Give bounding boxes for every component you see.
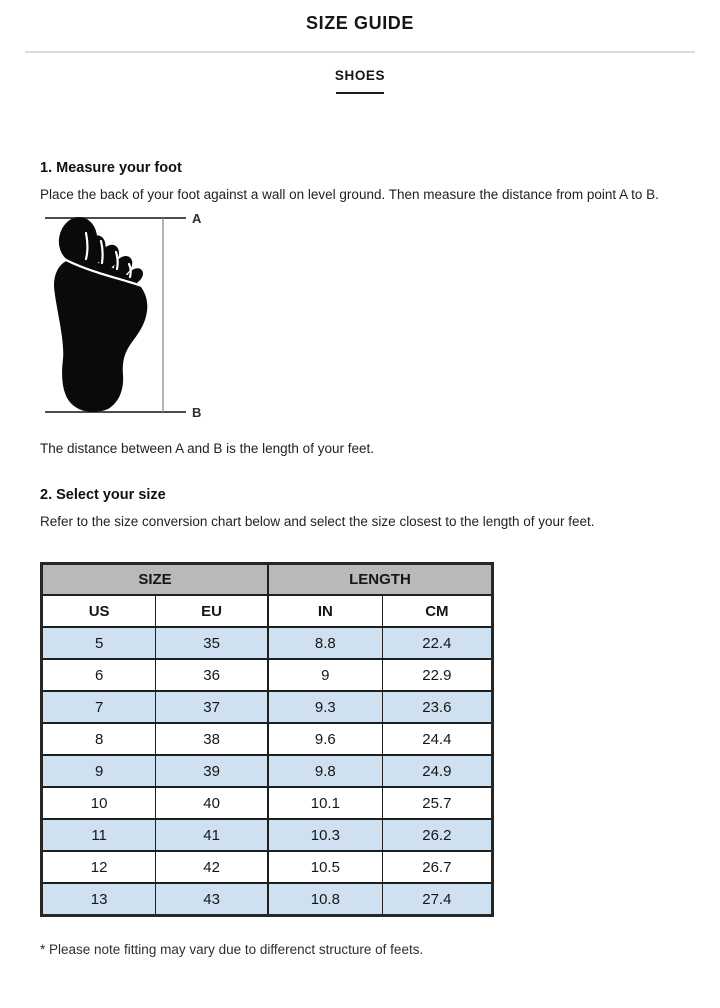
table-cell: 11 xyxy=(42,819,156,851)
table-cell: 10 xyxy=(42,787,156,819)
step-select-size-section xyxy=(40,487,680,530)
table-cell: 6 xyxy=(42,659,156,691)
table-cell: 35 xyxy=(156,627,268,659)
table-cell: 9 xyxy=(42,755,156,787)
column-header-us: US xyxy=(42,595,156,627)
table-cell: 10.8 xyxy=(268,883,382,916)
table-cell: 7 xyxy=(42,691,156,723)
table-cell: 38 xyxy=(156,723,268,755)
category-title: SHOES xyxy=(334,68,386,83)
point-a-label: A xyxy=(192,211,202,226)
table-cell: 9.3 xyxy=(268,691,382,723)
column-header-cm: CM xyxy=(382,595,492,627)
category-underline xyxy=(336,92,384,94)
table-cell: 27.4 xyxy=(382,883,492,916)
step1-heading: 1. Measure your foot xyxy=(40,160,182,176)
table-cell: 22.4 xyxy=(382,627,492,659)
group-header-row xyxy=(42,564,493,596)
foot-diagram-graphic xyxy=(40,206,280,431)
foot-measurement-diagram xyxy=(40,206,280,431)
group-header-size: SIZE xyxy=(42,564,268,596)
table-row xyxy=(42,627,493,659)
table-row xyxy=(42,755,493,787)
column-header-eu: EU xyxy=(156,595,268,627)
footnote: * Please note fitting may vary due to differenct structure of feets. xyxy=(40,942,424,957)
table-cell: 41 xyxy=(156,819,268,851)
column-header-row xyxy=(42,595,493,627)
table-row xyxy=(42,787,493,819)
size-conversion-table xyxy=(40,562,494,917)
step1-instructions: Place the back of your foot against a wall on level ground. Then measure the distance from point A to B. xyxy=(40,187,659,202)
page-title: SIZE GUIDE xyxy=(305,13,414,33)
table-cell: 10.3 xyxy=(268,819,382,851)
table-cell: 36 xyxy=(156,659,268,691)
table-cell: 24.9 xyxy=(382,755,492,787)
table-cell: 26.7 xyxy=(382,851,492,883)
table-cell: 9.8 xyxy=(268,755,382,787)
table-cell: 22.9 xyxy=(382,659,492,691)
table-cell: 39 xyxy=(156,755,268,787)
group-header-length: LENGTH xyxy=(268,564,493,596)
header-divider xyxy=(25,51,695,53)
table-row xyxy=(42,659,493,691)
table-row xyxy=(42,723,493,755)
step1-caption: The distance between A and B is the length of your feet. xyxy=(40,441,374,456)
table-row xyxy=(42,883,493,916)
table-cell: 13 xyxy=(42,883,156,916)
step2-heading: 2. Select your size xyxy=(40,487,166,503)
table-cell: 43 xyxy=(156,883,268,916)
content-area xyxy=(0,160,720,530)
table-row xyxy=(42,819,493,851)
table-row xyxy=(42,691,493,723)
step2-instructions: Refer to the size conversion chart below and select the size closest to the length of your feet. xyxy=(40,514,595,529)
table-cell: 8.8 xyxy=(268,627,382,659)
table-cell: 23.6 xyxy=(382,691,492,723)
table-cell: 25.7 xyxy=(382,787,492,819)
table-cell: 9 xyxy=(268,659,382,691)
table-cell: 24.4 xyxy=(382,723,492,755)
table-cell: 9.6 xyxy=(268,723,382,755)
table-cell: 8 xyxy=(42,723,156,755)
table-cell: 37 xyxy=(156,691,268,723)
column-header-in: IN xyxy=(268,595,382,627)
table-cell: 5 xyxy=(42,627,156,659)
table-cell: 12 xyxy=(42,851,156,883)
step-measure-section xyxy=(40,160,680,457)
table-cell: 10.5 xyxy=(268,851,382,883)
table-row xyxy=(42,851,493,883)
size-guide-page xyxy=(0,14,720,1008)
table-cell: 26.2 xyxy=(382,819,492,851)
table-cell: 40 xyxy=(156,787,268,819)
table-cell: 42 xyxy=(156,851,268,883)
point-b-label: B xyxy=(192,405,202,420)
table-cell: 10.1 xyxy=(268,787,382,819)
